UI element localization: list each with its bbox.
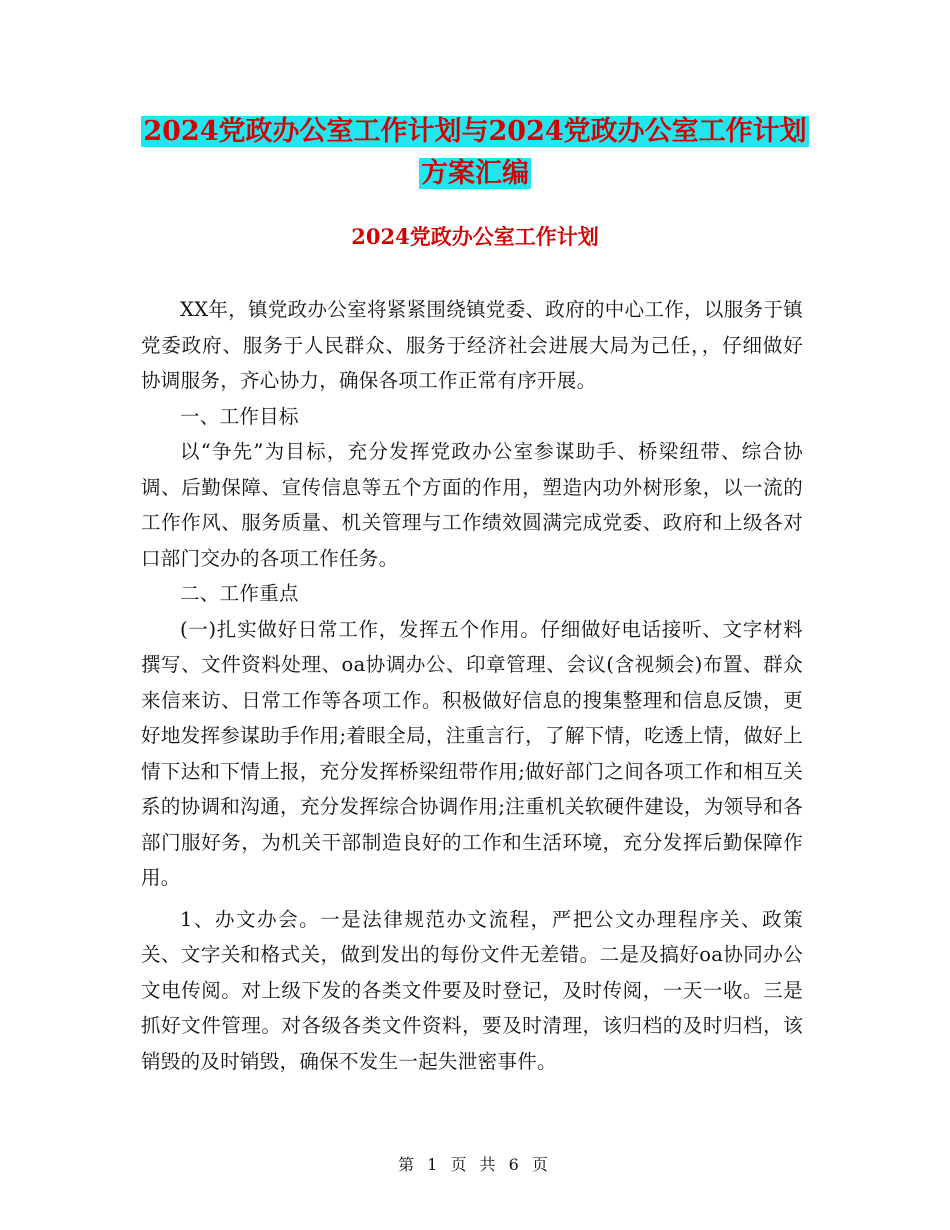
paragraph: 二、工作重点 [180, 582, 299, 605]
section-heading: 2024党政办公室工作计划 [351, 224, 599, 249]
paragraph: 一、工作目标 [180, 404, 299, 428]
title-highlight: 方案汇编 [421, 158, 529, 189]
paragraph: (一)扎实做好日常工作，发挥五个作用。仔细做好电话接听、文字材料撰写、文件资料处理、oa协调办公、印章管理、会议(含视频会)布置、群众来信来访、日常工作等各项工作。积极做好信息的搜集整理和信息反馈，更好地发挥参谋助手作用;着眼全局，注重言行，了解下情，吃透上情，做好上情下达和下情上报，充分发挥桥梁纽带作用;做好部门之间各项工作和相互关系的协调和沟通，充分发挥综合协调作用;注重机关软硬件建设，为领导和各部门服好务，为机关干部制造良好的工作和生活环境，充分发挥后勤保障作用。 [141, 617, 803, 889]
document-body [141, 292, 803, 1079]
document-title-line-1 [0, 113, 950, 151]
paragraph: 以“争先”为目标，充分发挥党政办公室参谋助手、桥梁纽带、综合协调、后勤保障、宣传信息等五个方面的作用，塑造内功外树形象，以一流的工作作风、服务质量、机关管理与工作绩效圆满完成党委、政府和上级各对口部门交办的各项工作任务。 [141, 440, 803, 570]
paragraph: XX年，镇党政办公室将紧紧围绕镇党委、政府的中心工作，以服务于镇党委政府、服务于人民群众、服务于经济社会进展大局为己任，，仔细做好协调服务，齐心协力，确保各项工作正常有序开展。 [141, 298, 803, 392]
page-footer: 第 1 页 共 6 页 [398, 1155, 552, 1174]
paragraph: 1、办文办会。一是法律规范办文流程，严把公文办理程序关、政策关、文字关和格式关，做到发出的每份文件无差错。二是及搞好oa协同办公文电传阅。对上级下发的各类文件要及时登记，及时传阅，一天一收。三是抓好文件管理。对各级各类文件资料，要及时清理，该归档的及时归档，该销毁的及时销毁，确保不发生一起失泄密事件。 [141, 907, 803, 1073]
document-title-line-2 [0, 155, 950, 193]
title-highlight: 2024党政办公室工作计划与2024党政办公室工作计划 [143, 116, 807, 147]
